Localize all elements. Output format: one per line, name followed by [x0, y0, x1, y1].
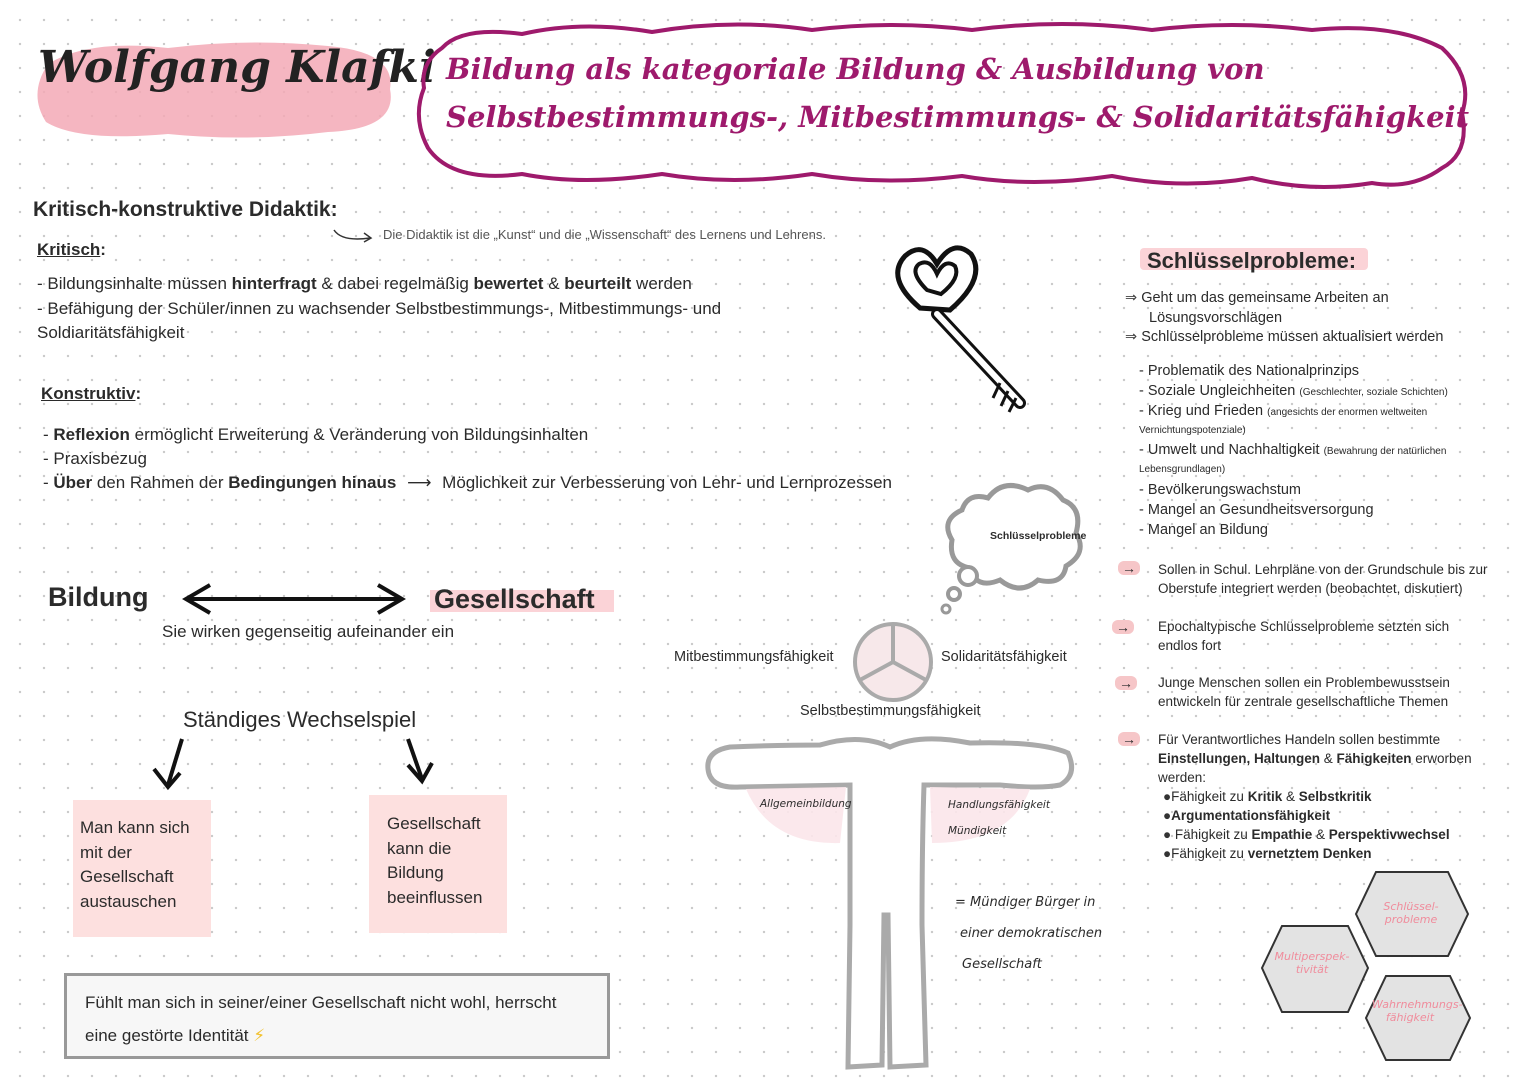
soli-label: Solidaritätsfähigkeit	[941, 649, 1067, 665]
hex-text-1: Schlüssel-probleme	[1383, 900, 1439, 926]
item-text: Problematik des Nationalprinzips	[1147, 363, 1360, 379]
selbst-label: Selbstbestimmungsfähigkeit	[800, 703, 981, 719]
list-item: - Umwelt und Nachhaltigkeit (Bewahrung der natürlichen Lebensgrundlagen)	[1139, 442, 1447, 475]
hex-text-2: Multiperspek-tivität	[1274, 950, 1350, 976]
ko3-rest: Möglichkeit zur Verbesserung von Lehr- und Lernprozessen	[442, 473, 892, 492]
item-text: Mangel an Bildung	[1147, 522, 1268, 538]
buerger-line-2: einer demokratischen	[960, 926, 1103, 941]
schluessel-point-2: Epochaltypische Schlüsselprobleme setzten sich endlos fort	[1158, 619, 1450, 653]
box-beeinflussen	[369, 795, 507, 933]
mit-label: Mitbestimmungsfähigkeit	[674, 649, 834, 665]
kritisch-bullet-2a: - Befähigung der Schüler/innen zu wachsender Selbstbestimmungs-, Mitbestimmungs- und	[37, 299, 722, 318]
kritisch-bullet-1	[37, 274, 692, 294]
schluessel-point-1: Sollen in Schul. Lehrpläne von der Grundschule bis zur Oberstufe integriert werden (beobachtet, diskutiert)	[1158, 562, 1488, 596]
title-line-2: Selbstbestimmungs-, Mitbestimmungs- & Solidaritätsfähigkeit	[446, 100, 1469, 134]
pink-arrow-icon: →	[1115, 676, 1137, 690]
list-item: - Soziale Ungleichheiten (Geschlechter, soziale Schichten)	[1139, 383, 1448, 399]
pink-arrow-icon: →	[1118, 732, 1140, 746]
k1-post: werden	[631, 274, 692, 293]
bullet-icon: ●	[1163, 789, 1172, 804]
s-a1-l2: Lösungsvorschlägen	[1149, 310, 1283, 326]
skill-mid: &	[1312, 827, 1329, 842]
thought-cloud	[938, 478, 1083, 618]
note-arrow-icon	[332, 226, 377, 246]
buerger-line-3: Gesellschaft	[962, 957, 1042, 972]
skill-mid: &	[1282, 789, 1299, 804]
schluessel-point-4	[1158, 730, 1498, 787]
bullet-icon: ●	[1163, 808, 1172, 823]
schluessel-arrow-1	[1125, 288, 1389, 328]
quote-box	[64, 973, 610, 1059]
pink-arrow-icon: →	[1118, 561, 1140, 575]
skills-list	[1163, 787, 1450, 863]
box-austausch-text: Man kann sich mit der Gesellschaft austauschen	[80, 818, 190, 911]
item-text: Bevölkerungswachstum	[1147, 482, 1301, 498]
item-note: (angesichts der enormen weltweiten Vernichtungspotenziale)	[1139, 407, 1428, 436]
author-name: Wolfgang Klafki	[38, 42, 436, 93]
arrow-down-right-icon	[400, 735, 440, 790]
schluessel-heading: Schlüsselprobleme:	[1147, 248, 1357, 273]
handlungsfaehigkeit-label: Handlungsfähigkeit	[948, 799, 1050, 811]
item-note: (Geschlechter, soziale Schichten)	[1299, 387, 1448, 398]
item-text: Krieg und Frieden	[1147, 403, 1264, 419]
list-item	[1163, 787, 1450, 806]
list-item: - Krieg und Frieden (angesichts der enormen weltweiten Vernichtungspotenziale)	[1139, 403, 1428, 436]
item-text: Soziale Ungleichheiten	[1147, 383, 1296, 399]
konstruktiv-label: Konstruktiv:	[41, 384, 142, 403]
skill-pre: Fähigkeit zu	[1171, 846, 1248, 861]
ko1-bold: Reflexion	[53, 425, 130, 444]
list-item	[1163, 806, 1450, 825]
arrow-down-left-icon	[150, 735, 190, 795]
list-item: - Bevölkerungswachstum	[1139, 482, 1301, 498]
item-text: Mangel an Gesundheitsversorgung	[1147, 502, 1374, 518]
skill-bold2: Selbstkritik	[1298, 789, 1372, 804]
schluessel-point-3: Junge Menschen sollen ein Problembewusstsein entwickeln für zentrale gesellschaftliche Themen	[1158, 675, 1450, 709]
ko3-bold2: Bedingungen hinaus	[228, 473, 397, 492]
problem-list	[1139, 361, 1479, 540]
arrow-right-icon: ⇒	[1125, 290, 1138, 306]
skill-pre: Fähigkeit zu	[1171, 789, 1248, 804]
kritisch-label-text: Kritisch	[37, 240, 101, 259]
konstruktiv-bullet-3: - Über den Rahmen der Bedingungen hinaus ⟶ Möglichkeit zur Verbesserung von Lehr- und Lernprozessen	[43, 473, 892, 492]
quote-text	[67, 976, 607, 1062]
s-a2: Schlüsselprobleme müssen aktualisiert werden	[1141, 329, 1444, 345]
arrow-right-icon: ⇒	[1125, 329, 1138, 345]
skill-bold: Empathie	[1251, 827, 1313, 842]
list-item: - Mangel an Gesundheitsversorgung	[1139, 502, 1374, 518]
k1-bold1: hinterfragt	[231, 274, 317, 293]
didaktik-heading: Kritisch-konstruktive Didaktik:	[33, 198, 338, 221]
bullet-icon: ●	[1163, 827, 1172, 842]
bildung-label: Bildung	[48, 582, 149, 612]
quote-text-content: Fühlt man sich in seiner/einer Gesellschaft nicht wohl, herrscht eine gestörte Identität	[85, 993, 557, 1045]
konstruktiv-label-text: Konstruktiv	[41, 384, 136, 403]
title-line-1: Bildung als kategoriale Bildung & Ausbildung von	[446, 52, 1265, 86]
ko1-rest: ermöglicht Erweiterung & Veränderung von Bildungsinhalten	[129, 425, 589, 444]
heart-key-icon	[875, 238, 1045, 418]
bullet-icon: ●	[1163, 846, 1172, 861]
skill-pre: Fähigkeit zu	[1174, 827, 1252, 842]
long-arrow-icon: ⟶	[407, 473, 432, 492]
item-note: (Bewahrung der natürlichen Lebensgrundlagen)	[1139, 446, 1447, 475]
p4-pre: Für Verantwortliches Handeln sollen bestimmte	[1158, 732, 1441, 747]
muendigkeit-label: Mündigkeit	[948, 825, 1007, 837]
gesellschaft-label: Gesellschaft	[434, 584, 595, 614]
skill-bold2: Perspektivwechsel	[1328, 827, 1450, 842]
list-item	[1163, 825, 1450, 844]
k1-amp: &	[543, 274, 565, 293]
p4-post: erworben werden:	[1158, 751, 1472, 785]
k1-bold2: bewertet	[473, 274, 544, 293]
wechselspiel-label: Ständiges Wechselspiel	[183, 707, 417, 732]
p4-bold: Einstellungen, Haltungen	[1158, 751, 1321, 766]
list-item: - Problematik des Nationalprinzips	[1139, 363, 1360, 379]
k1-mid: & dabei regelmäßig	[316, 274, 474, 293]
double-arrow-icon	[180, 581, 410, 617]
allgemeinbildung-label: Allgemeinbildung	[760, 798, 852, 810]
box-austausch	[73, 800, 211, 937]
lightning-icon: ⚡	[253, 1026, 266, 1045]
s-a1-l1: Geht um das gemeinsame Arbeiten an	[1141, 290, 1389, 306]
schluessel-arrow-2	[1125, 329, 1443, 345]
k1-bold3: beurteilt	[564, 274, 632, 293]
skill-bold: Kritik	[1247, 789, 1283, 804]
list-item	[1163, 844, 1450, 863]
buerger-line-1: = Mündiger Bürger in	[955, 895, 1096, 910]
relation-caption: Sie wirken gegenseitig aufeinander ein	[162, 622, 455, 641]
cloud-text: Schlüsselprobleme	[990, 530, 1087, 542]
box-beeinflussen-text: Gesellschaft kann die Bildung beeinflussen	[387, 814, 483, 907]
item-text: Umwelt und Nachhaltigkeit	[1147, 442, 1320, 458]
mercedes-circle	[851, 620, 935, 704]
konstruktiv-bullet-1: - Reflexion ermöglicht Erweiterung & Veränderung von Bildungsinhalten	[43, 425, 589, 444]
ko3-bold1: Über	[53, 473, 93, 492]
ko3-mid: den Rahmen der	[92, 473, 229, 492]
konstruktiv-bullet-2: - Praxisbezug	[43, 449, 147, 468]
list-item: - Mangel an Bildung	[1139, 522, 1268, 538]
p4-bold2: Fähigkeiten	[1336, 751, 1412, 766]
skill-bold: Argumentationsfähigkeit	[1171, 808, 1331, 823]
kritisch-label: Kritisch:	[37, 240, 106, 259]
didaktik-note: Die Didaktik ist die „Kunst“ und die „Wissenschaft“ des Lernens und Lehrens.	[383, 227, 826, 242]
k1-pre: - Bildungsinhalte müssen	[37, 274, 232, 293]
p4-amp: &	[1320, 751, 1337, 766]
pink-arrow-icon: →	[1112, 620, 1134, 634]
kritisch-bullet-2b: Soldiaritätsfähigkeit	[37, 323, 185, 342]
ko2-text: Praxisbezug	[53, 449, 147, 468]
skill-bold: vernetztem Denken	[1247, 846, 1372, 861]
hex-text-3: Wahrnehmungs-fähigkeit	[1372, 998, 1463, 1024]
